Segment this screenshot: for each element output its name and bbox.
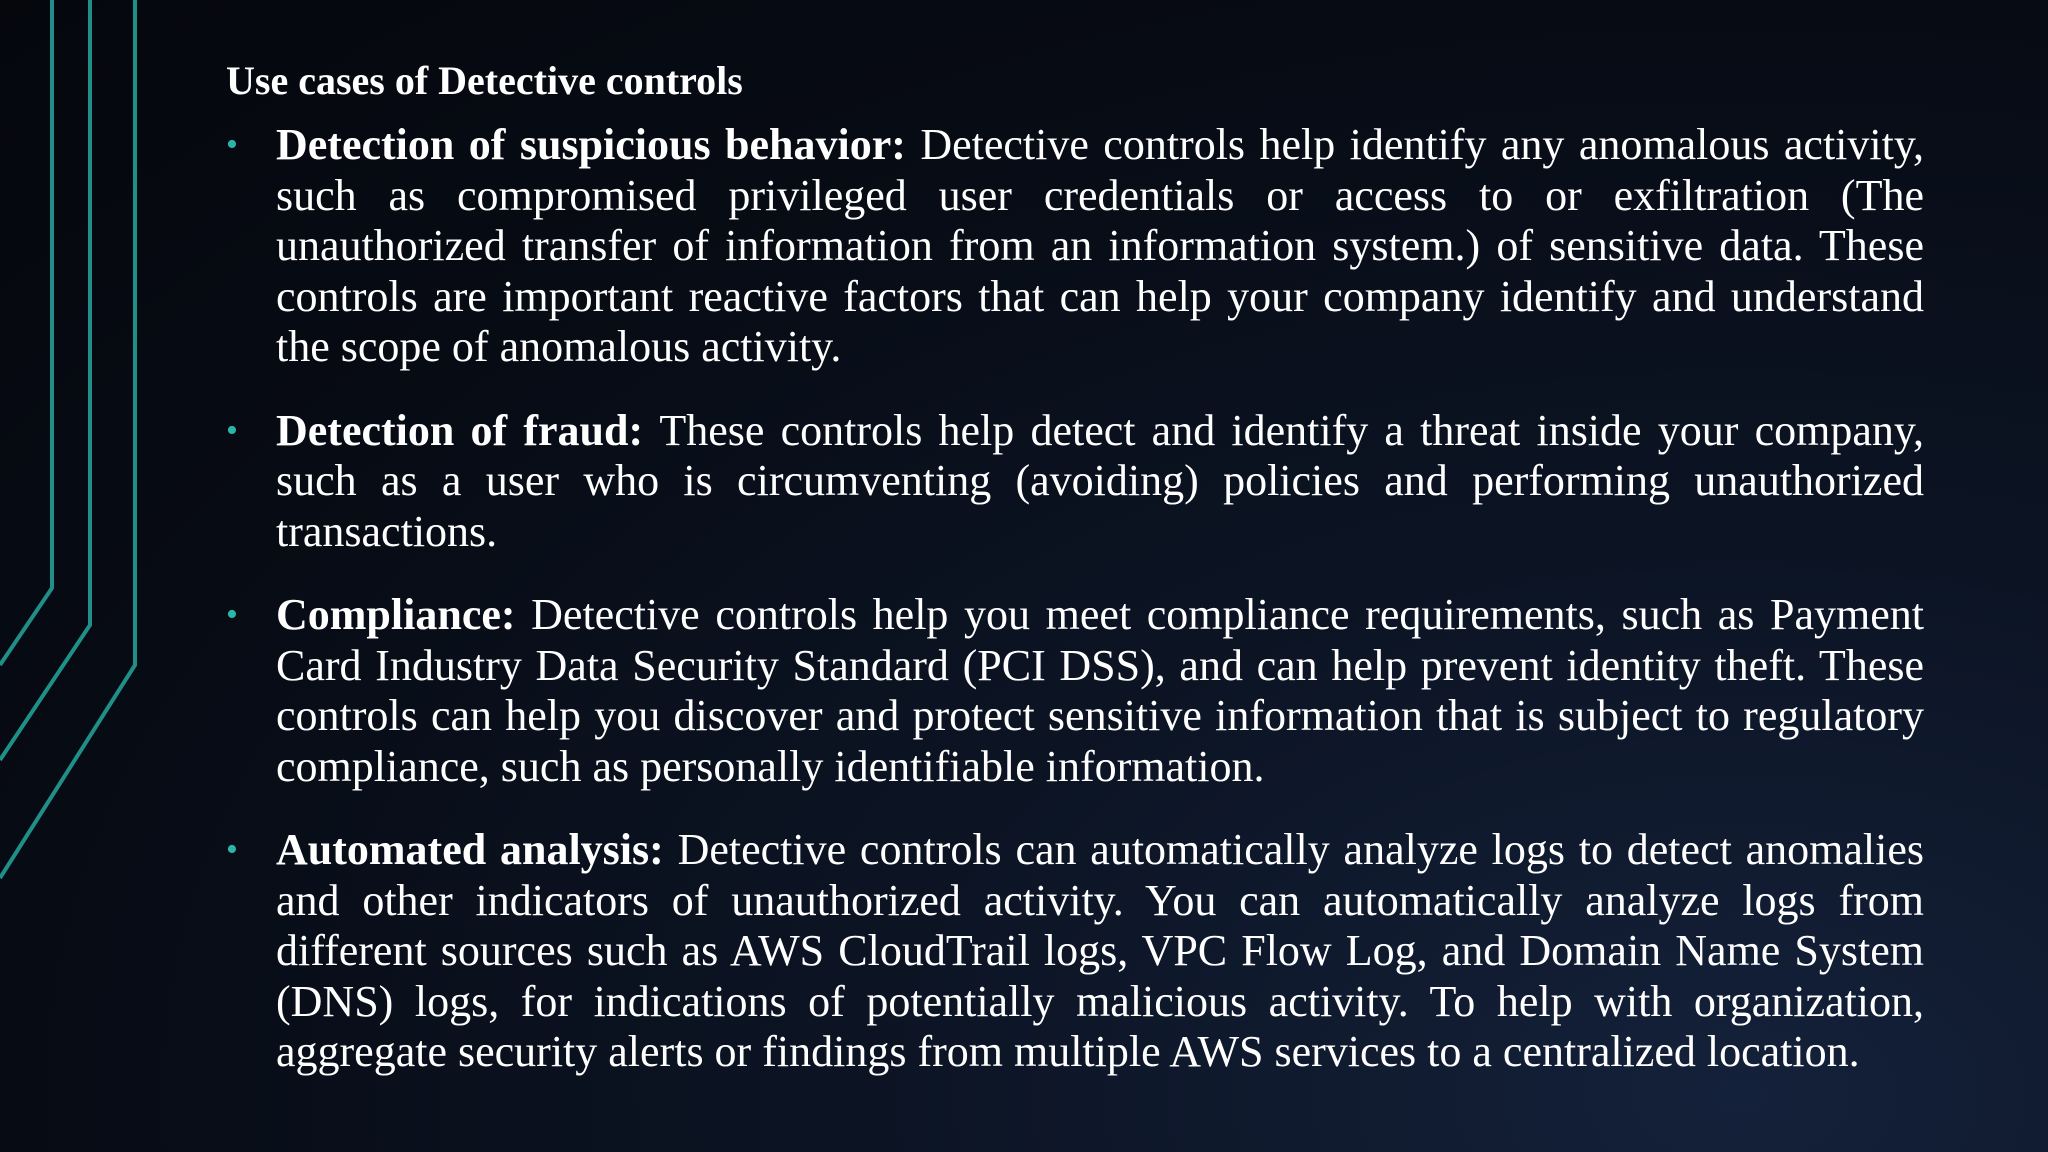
bullet-text: Detective controls can automatically analyze logs to detect anomalies and other indicators of unauthorized activity. You can automatically analyze logs from different sources such as AWS CloudTrail logs, VPC Flow Log, and Domain Name System (DNS) logs, for indications of potentially malicious activity. To help with organization, aggregate security alerts or findings from multiple AWS services to a centralized location. <box>276 825 1924 1076</box>
bullet-text: Detective controls help identify any anomalous activity, such as compromised privileged user credentials or access to or exfiltration (The unauthorized transfer of information from an information system.) of sensitive data. These controls are important reactive factors that can help your company identify and understand the scope of anomalous activity. <box>276 120 1924 371</box>
bullet-dot-icon: • <box>226 596 238 633</box>
bullet-list <box>226 120 1924 1111</box>
bullet-term: Detection of suspicious behavior: <box>276 120 921 169</box>
bullet-dot-icon: • <box>226 831 238 868</box>
bullet-term: Automated analysis: <box>276 825 678 874</box>
bullet-dot-icon: • <box>226 126 238 163</box>
bullet-dot-icon: • <box>226 411 238 449</box>
bullet-item-suspicious-behavior <box>226 120 1924 373</box>
bullet-item-fraud <box>226 406 1924 558</box>
bullet-item-compliance <box>226 590 1924 792</box>
bullet-text: These controls help detect and identify a threat inside your company, such as a user who is circumventing (avoiding) policies and performing unauthorized transactions. <box>276 405 1925 556</box>
slide-title: Use cases of Detective controls <box>226 58 743 103</box>
bullet-item-automated-analysis <box>226 825 1924 1078</box>
bullet-text: Detective controls help you meet compliance requirements, such as Payment Card Industry Data Security Standard (PCI DSS), and can help prevent identity theft. These controls can help you discover and protect sensitive information that is subject to regulatory compliance, such as personally identifiable information. <box>276 590 1924 791</box>
bullet-term: Detection of fraud: <box>276 405 660 455</box>
bullet-term: Compliance: <box>276 590 532 639</box>
decorative-circuit-lines <box>0 0 200 1152</box>
